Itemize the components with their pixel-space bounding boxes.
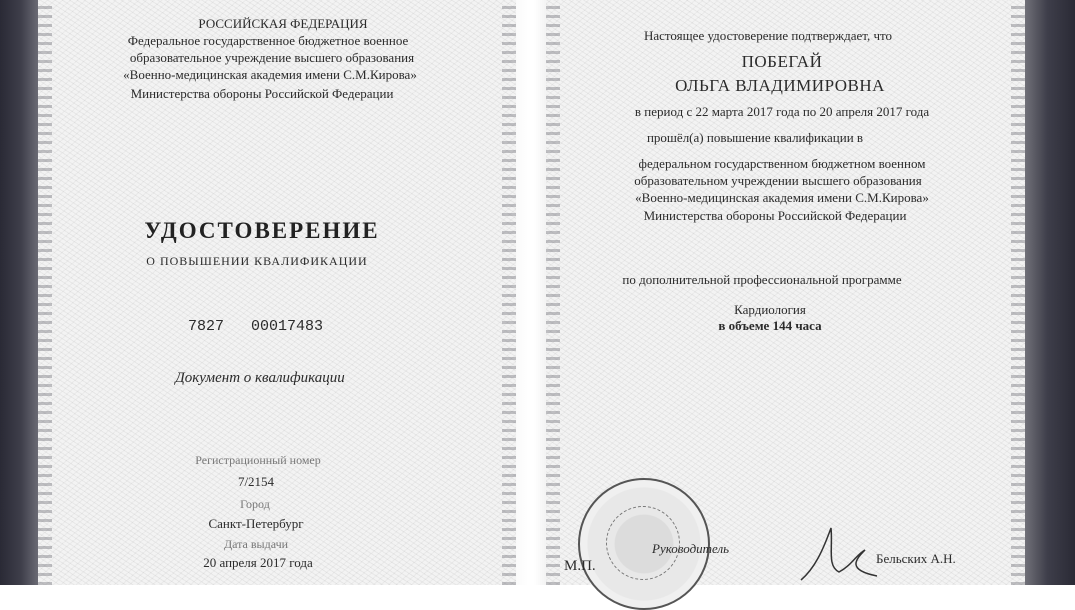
city-value: Санкт-Петербург — [208, 516, 304, 531]
document-type: Документ о квалификации — [175, 370, 345, 386]
frame-border-right — [1011, 0, 1025, 585]
organization-line-2: образовательном учреждении высшего образования — [634, 173, 922, 188]
program-intro: по дополнительной профессиональной программе — [622, 272, 902, 287]
organization-line-3: «Военно-медицинская академия имени С.М.Кирова» — [635, 190, 929, 205]
issuer-line-4: Министерства обороны Российской Федерации — [130, 86, 394, 101]
head-name: Бельских А.Н. — [876, 551, 956, 566]
document-subtitle: О ПОВЫШЕНИИ КВАЛИФИКАЦИИ — [146, 254, 368, 268]
issuer-line-3: «Военно-медицинская академия имени С.М.Кирова» — [123, 67, 417, 82]
completion-statement: прошёл(а) повышение квалификации в — [646, 130, 864, 145]
issuer-line-1: Федеральное государственное бюджетное военное — [127, 33, 409, 48]
page-fold — [516, 0, 546, 585]
head-label: Руководитель — [652, 541, 730, 556]
issue-date-label: Дата выдачи — [223, 537, 289, 551]
frame-border-left — [38, 0, 52, 585]
serial-number: 00017483 — [251, 318, 324, 335]
organization-line-1: федеральном государственном бюджетном военном — [638, 156, 926, 171]
country-heading: РОССИЙСКАЯ ФЕДЕРАЦИЯ — [198, 16, 368, 31]
frame-border-center-right — [546, 0, 560, 585]
series-number: 7827 — [188, 318, 225, 335]
stamp-placeholder-label: М.П. — [564, 558, 596, 574]
organization-line-4: Министерства обороны Российской Федерации — [643, 208, 907, 223]
issue-date-value: 20 апреля 2017 года — [203, 555, 313, 570]
document-title: УДОСТОВЕРЕНИЕ — [144, 218, 380, 243]
training-period: в период с 22 марта 2017 года по 20 апреля 2017 года — [634, 104, 930, 119]
intro-text: Настоящее удостоверение подтверждает, что — [643, 28, 893, 43]
cover-edge-left — [0, 0, 38, 585]
program-name: Кардиология — [734, 302, 806, 317]
registration-value: 7/2154 — [237, 474, 275, 489]
cover-edge-right — [1025, 0, 1075, 585]
city-label: Город — [240, 497, 270, 511]
holder-given-names: ОЛЬГА ВЛАДИМИРОВНА — [675, 76, 885, 95]
program-volume: в объеме 144 часа — [718, 318, 822, 333]
signature — [795, 520, 885, 585]
holder-surname: ПОБЕГАЙ — [741, 52, 823, 71]
registration-label: Регистрационный номер — [195, 453, 321, 467]
frame-border-center-left — [502, 0, 516, 585]
document-number — [188, 318, 323, 335]
issuer-line-2: образовательное учреждение высшего образования — [129, 50, 415, 65]
